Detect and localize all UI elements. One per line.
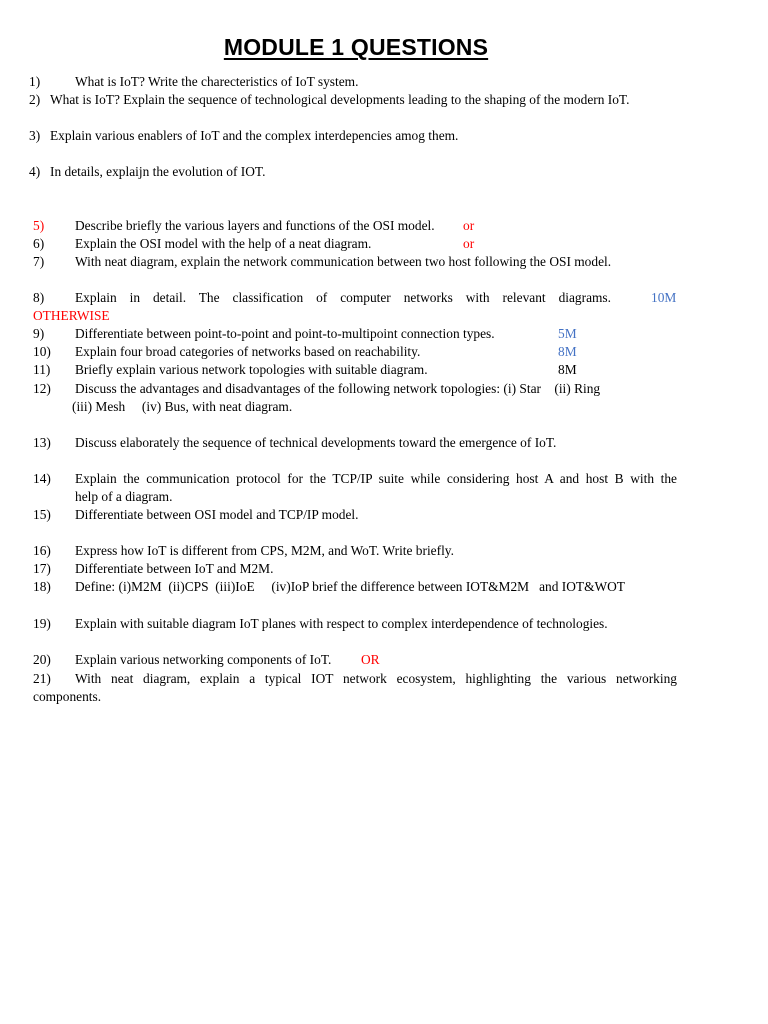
question-3: [0, 127, 768, 145]
question-19: [0, 615, 768, 633]
question-20: [0, 651, 768, 669]
question-12: [0, 380, 768, 398]
question-text: Express how IoT is different from CPS, M2M, and WoT. Write briefly.: [75, 543, 454, 558]
question-number: 19): [33, 616, 51, 631]
question-5: [0, 217, 768, 235]
question-number: 13): [33, 435, 51, 450]
question-text: With neat diagram, explain a typical IOT network ecosystem, highlighting the various networking: [75, 671, 677, 686]
marks-label: 8M: [558, 344, 577, 359]
question-text: Describe briefly the various layers and functions of the OSI model.: [75, 218, 435, 233]
question-number: 2): [29, 92, 41, 107]
question-number: 5): [33, 218, 45, 233]
question-14: [0, 470, 768, 488]
question-18: [0, 578, 768, 596]
question-number: 16): [33, 543, 51, 558]
question-7: [0, 253, 768, 271]
question-21: [0, 670, 768, 688]
question-text: Explain various networking components of IoT.: [75, 652, 332, 667]
question-text: Define: (i)M2M (ii)CPS (iii)IoE (iv)IoP brief the difference between IOT&M2M and IOT&WOT: [75, 579, 625, 594]
question-1: [0, 73, 768, 91]
question-number: 9): [33, 326, 45, 341]
question-text: What is IoT? Write the charecteristics of IoT system.: [75, 74, 359, 89]
question-number: 7): [33, 254, 45, 269]
marks-label: 5M: [558, 326, 577, 341]
or-label: OR: [361, 652, 380, 667]
question-text: Explain four broad categories of networks based on reachability.: [75, 344, 421, 359]
question-4: [0, 163, 768, 181]
question-number: 14): [33, 471, 51, 486]
question-13: [0, 434, 768, 452]
question-15: [0, 506, 768, 524]
otherwise-label: OTHERWISE: [33, 308, 110, 323]
question-number: 10): [33, 344, 51, 359]
or-label: or: [463, 218, 475, 233]
page-title: MODULE 1 QUESTIONS: [223, 34, 489, 60]
question-number: 21): [33, 671, 51, 686]
question-16: [0, 542, 768, 560]
question-text: Explain with suitable diagram IoT planes with respect to complex interdependence of technologies.: [75, 616, 608, 631]
question-number: 6): [33, 236, 45, 251]
question-text: Differentiate between OSI model and TCP/IP model.: [75, 507, 359, 522]
question-text: Briefly explain various network topologies with suitable diagram.: [75, 362, 428, 377]
question-text: Differentiate between IoT and M2M.: [75, 561, 274, 576]
question-6: [0, 235, 768, 253]
marks-label: 8M: [558, 362, 577, 377]
question-8: [0, 289, 768, 307]
question-10: [0, 343, 768, 361]
question-text: In details, explaijn the evolution of IOT.: [50, 164, 266, 179]
question-12-continuation: (iii) Mesh (iv) Bus, with neat diagram.: [72, 399, 293, 414]
question-14-continuation: help of a diagram.: [75, 489, 173, 504]
question-text: Discuss elaborately the sequence of technical developments toward the emergence of IoT.: [75, 435, 557, 450]
question-text: Explain the OSI model with the help of a neat diagram.: [75, 236, 372, 251]
question-number: 4): [29, 164, 41, 179]
question-text: What is IoT? Explain the sequence of technological developments leading to the shaping of the modern IoT.: [50, 92, 630, 107]
question-number: 3): [29, 128, 41, 143]
question-text: Discuss the advantages and disadvantages of the following network topologies: (i) Star (ii) Ring: [75, 381, 601, 396]
question-text: With neat diagram, explain the network communication between two host following the OSI model.: [75, 254, 612, 269]
question-9: [0, 325, 768, 343]
question-number: 17): [33, 561, 51, 576]
question-17: [0, 560, 768, 578]
question-number: 8): [33, 290, 45, 305]
or-label: or: [463, 236, 475, 251]
question-11: [0, 361, 768, 379]
question-number: 12): [33, 381, 51, 396]
question-number: 18): [33, 579, 51, 594]
question-text: Explain various enablers of IoT and the complex interdepencies amog them.: [50, 128, 459, 143]
question-number: 1): [29, 74, 41, 89]
question-21-continuation: components.: [33, 689, 102, 704]
question-number: 11): [33, 362, 51, 377]
marks-label: 10M: [651, 290, 677, 305]
question-text: Explain in detail. The classification of computer networks with relevant diagrams.: [75, 290, 611, 305]
question-2: [0, 91, 768, 109]
question-number: 20): [33, 652, 51, 667]
question-number: 15): [33, 507, 51, 522]
question-text: Explain the communication protocol for the TCP/IP suite while considering host A and host B with the: [75, 471, 677, 486]
question-text: Differentiate between point-to-point and point-to-multipoint connection types.: [75, 326, 495, 341]
